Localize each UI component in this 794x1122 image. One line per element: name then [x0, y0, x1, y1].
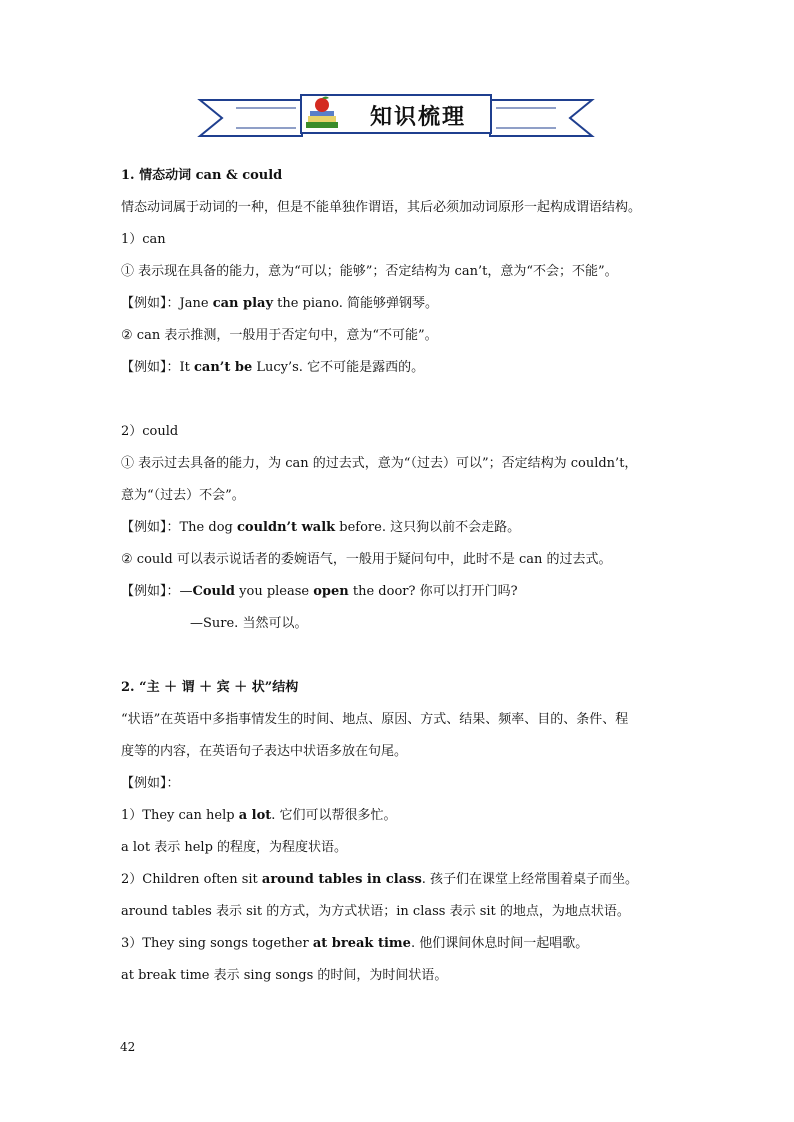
example-3: [121, 520, 520, 536]
sentence-text: 1）They can help: [121, 808, 239, 823]
example-text: —: [179, 584, 193, 599]
example-label: 【例如】：: [121, 520, 180, 535]
example-bold: open: [313, 584, 349, 599]
sentence-text: 3）They sing songs together: [121, 936, 313, 951]
sentence-2-note: around tables 表示 sit 的方式，为方式状语；in class 表示 sit 的地点，为地点状语。: [121, 904, 630, 919]
example-4-reply: —Sure. 当然可以。: [190, 616, 308, 631]
sentence-text: . 他们课间休息时间一起唱歌。: [410, 936, 589, 951]
section2-intro-a: “状语”在英语中多指事情发生的时间、地点、原因、方式、结果、频率、目的、条件、程: [121, 712, 629, 727]
sentence-bold: around tables in class: [261, 872, 422, 887]
section1-intro: 情态动词属于动词的一种，但是不能单独作谓语，其后必须加动词原形一起构成谓语结构。: [121, 200, 642, 215]
could-point-1a: ① 表示过去具备的能力，为 can 的过去式，意为“（过去）可以”；否定结构为 couldn’t，: [121, 456, 638, 471]
could-point-2: ② could 可以表示说话者的委婉语气，一般用于疑问句中，此时不是 can 的过去式。: [121, 552, 612, 567]
example-label: 【例如】：: [121, 584, 180, 599]
apple-books-icon: [302, 96, 342, 130]
example-bold: can play: [212, 296, 274, 311]
sentence-1: [121, 808, 397, 824]
page-number: 42: [120, 1040, 136, 1054]
example-4: [121, 584, 518, 600]
sentence-1-note: a lot 表示 help 的程度，为程度状语。: [121, 840, 348, 855]
example-text: before. 这只狗以前不会走路。: [335, 520, 521, 535]
example-bold: can’t be: [194, 360, 253, 375]
example-bold: Could: [192, 584, 236, 599]
can-point-1: ① 表示现在具备的能力，意为“可以；能够”；否定结构为 can’t，意为“不会；不能”。: [121, 264, 618, 279]
section1-heading: 1. 情态动词 can & could: [121, 168, 283, 183]
example-text: the door? 你可以打开门吗?: [348, 584, 518, 599]
could-title: 2）could: [121, 424, 179, 439]
could-point-1b: 意为“（过去）不会”。: [121, 488, 245, 503]
banner-title: 知识梳理: [370, 105, 467, 130]
example-bold: couldn’t walk: [237, 520, 336, 535]
sentence-3-note: at break time 表示 sing songs 的时间，为时间状语。: [121, 968, 448, 983]
example-text: Lucy’s. 它不可能是露西的。: [252, 360, 425, 375]
section2-intro-b: 度等的内容，在英语句子表达中状语多放在句尾。: [121, 744, 408, 759]
can-point-2: ② can 表示推测，一般用于否定句中，意为“不可能”。: [121, 328, 438, 343]
sentence-text: 2）Children often sit: [121, 872, 262, 887]
section2-heading: 2. “主 ＋ 谓 ＋ 宾 ＋ 状”结构: [121, 680, 299, 695]
example-text: Jane: [179, 296, 213, 311]
sentence-bold: a lot: [238, 808, 272, 823]
section-banner: [196, 86, 596, 146]
example-label: 【例如】：: [121, 360, 180, 375]
sentence-bold: at break time: [312, 936, 411, 951]
sentence-3: [121, 936, 588, 952]
example-text: you please: [235, 584, 314, 599]
sentence-text: . 孩子们在课堂上经常围着桌子而坐。: [421, 872, 639, 887]
example-text: The dog: [179, 520, 237, 535]
sentence-2: [121, 872, 638, 888]
example-1: [121, 296, 438, 312]
banner-title-box: [300, 94, 492, 134]
sentence-text: . 它们可以帮很多忙。: [271, 808, 397, 823]
example-text: the piano. 简能够弹钢琴。: [273, 296, 439, 311]
example-text: It: [179, 360, 195, 375]
example-2: [121, 360, 424, 376]
can-title: 1）can: [121, 232, 166, 247]
section2-example-label: 【例如】：: [121, 776, 180, 791]
example-label: 【例如】：: [121, 296, 180, 311]
